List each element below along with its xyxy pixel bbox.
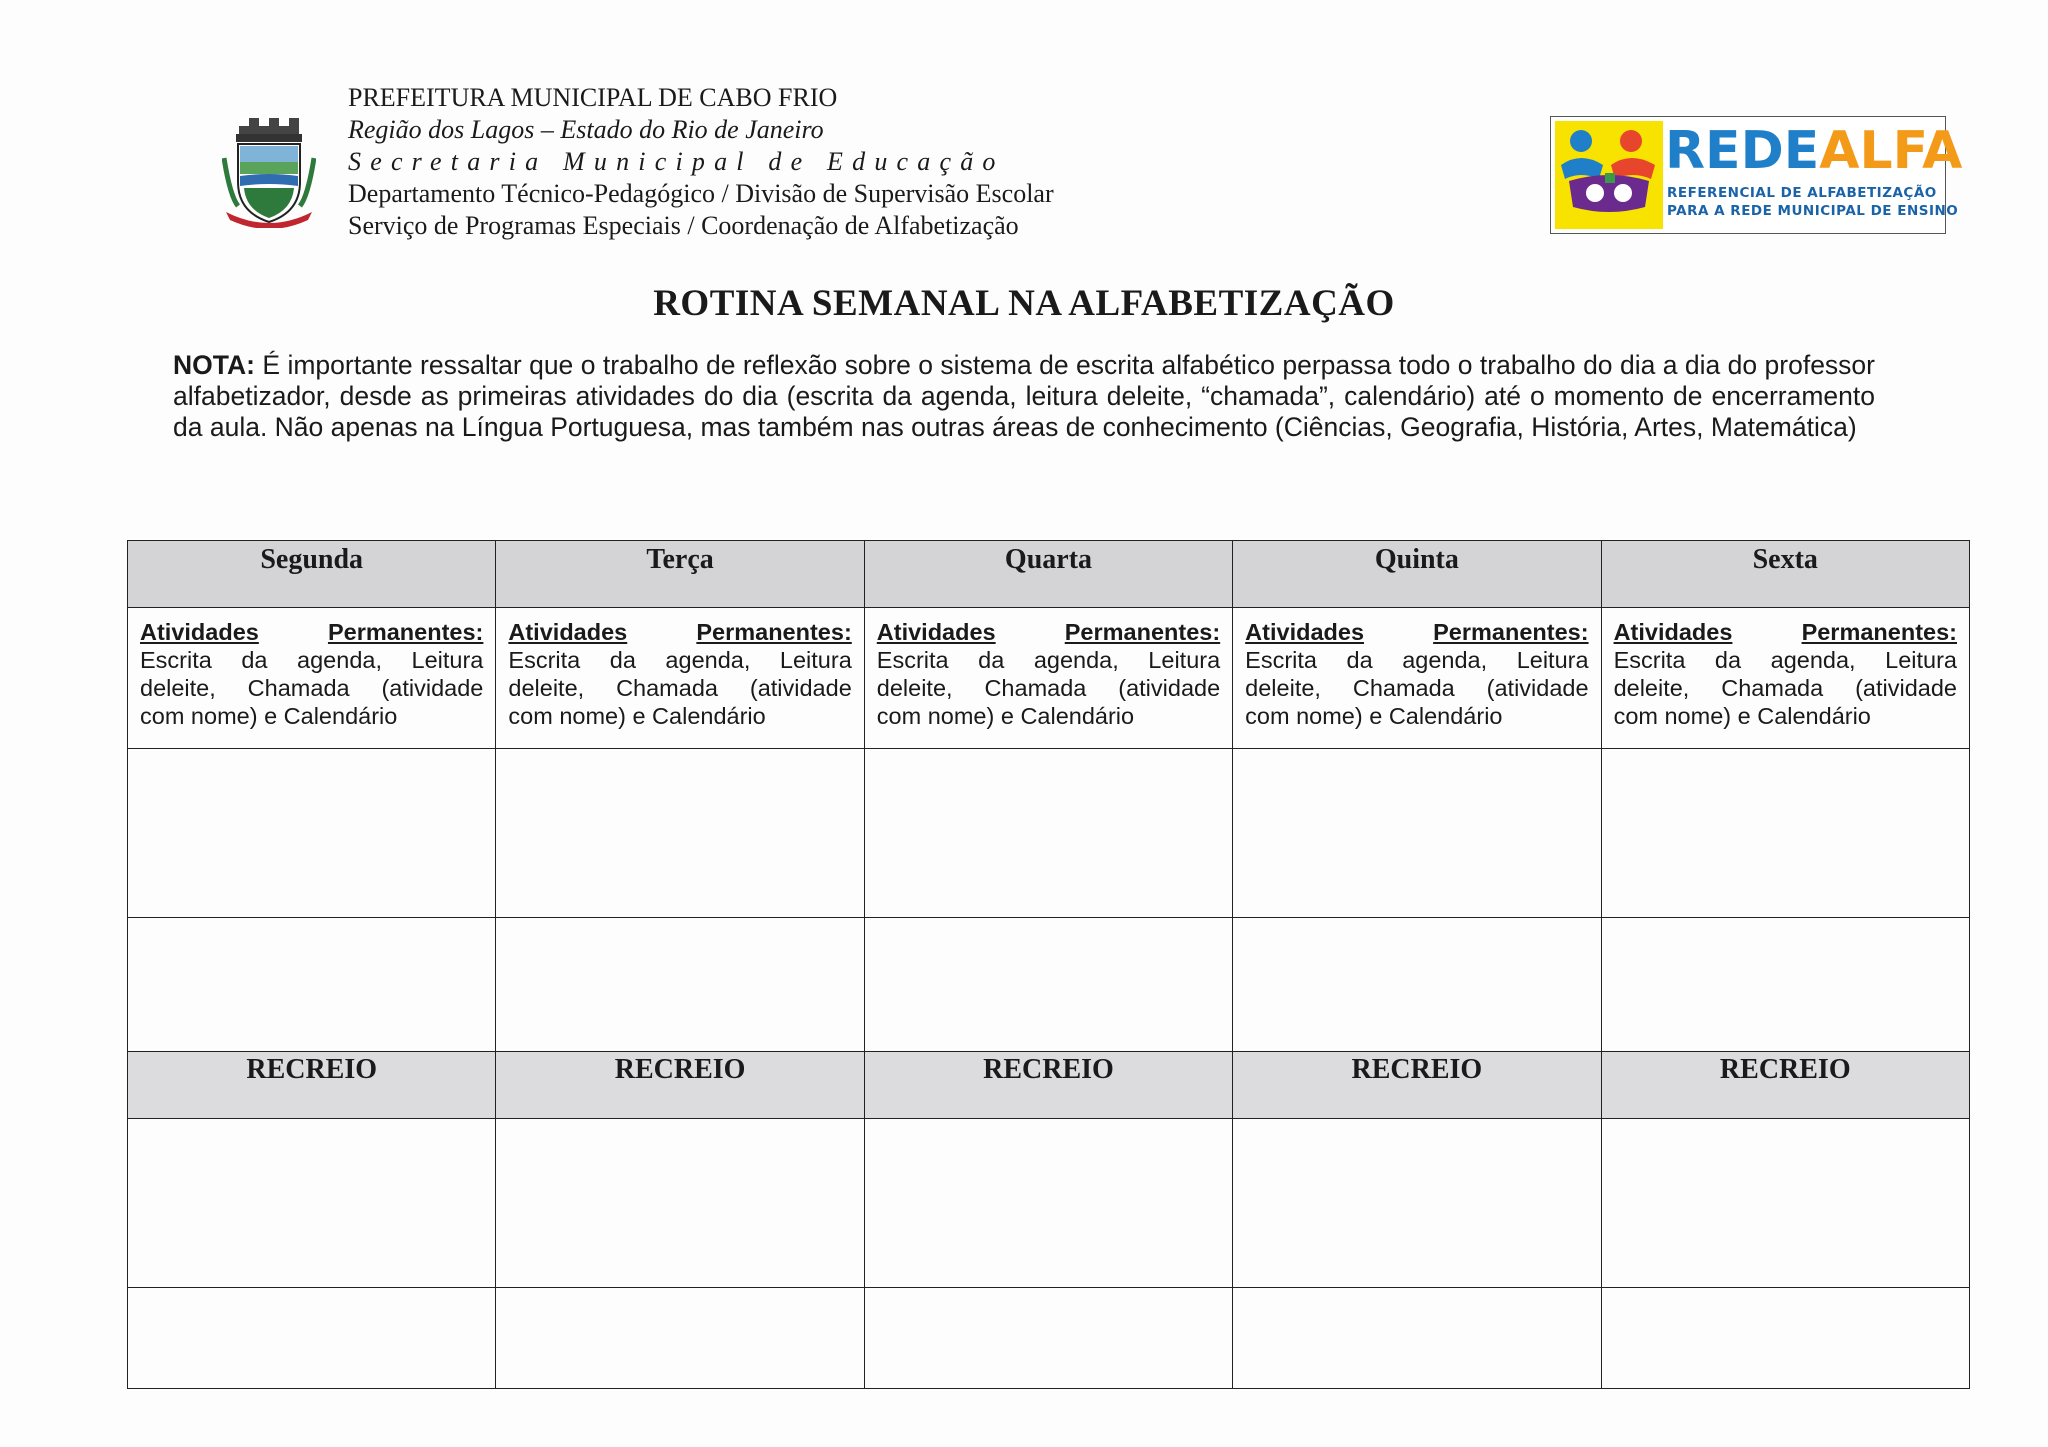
blank-cell (1233, 1288, 1601, 1389)
header-line-servico: Serviço de Programas Especiais / Coordenação de Alfabetização (348, 211, 1019, 240)
table-header-row (128, 541, 1970, 608)
document-title: ROTINA SEMANAL NA ALFABETIZAÇÃO (653, 283, 1395, 324)
institution-header (348, 82, 1054, 242)
blank-row (128, 918, 1970, 1052)
recreio-cell: RECREIO (1233, 1052, 1601, 1119)
permanent-activities-row (128, 608, 1970, 749)
recreio-row (128, 1052, 1970, 1119)
blank-cell (1233, 918, 1601, 1052)
blank-cell (128, 918, 496, 1052)
permanent-activities-cell: Atividades Permanentes: Escrita da agenda, Leitura deleite, Chamada (atividade com nome) e Calendário (1601, 608, 1969, 749)
blank-cell (1233, 1119, 1601, 1288)
day-header-quarta: Quarta (864, 541, 1232, 608)
day-header-sexta: Sexta (1601, 541, 1969, 608)
blank-cell (496, 749, 864, 918)
blank-row (128, 749, 1970, 918)
day-header-quinta: Quinta (1233, 541, 1601, 608)
blank-row (128, 1119, 1970, 1288)
header-line-secretaria: Secretaria Municipal de Educação (348, 147, 1005, 176)
blank-cell (496, 1119, 864, 1288)
blank-cell (1601, 918, 1969, 1052)
blank-cell (864, 918, 1232, 1052)
blank-cell (496, 918, 864, 1052)
permanent-activities-text: Escrita da agenda, Leitura deleite, Chamada (atividade com nome) e Calendário (1613, 647, 1957, 729)
permanent-activities-text: Escrita da agenda, Leitura deleite, Chamada (atividade com nome) e Calendário (140, 647, 484, 729)
permanent-activities-text: Escrita da agenda, Leitura deleite, Chamada (atividade com nome) e Calendário (508, 647, 852, 729)
note-text: É importante ressaltar que o trabalho de reflexão sobre o sistema de escrita alfabético perpassa todo o trabalho do dia a dia do professor alfabetizador, desde as primeiras atividades do dia (escrita da agenda, leitura deleite, “chamada”, calendário) até o momento de encerramento da aula. Não apenas na Língua Portuguesa, mas também nas outras áreas de conhecimento (Ciências, Geografia, História, Artes, Matemática) (173, 350, 1875, 442)
blank-cell (128, 749, 496, 918)
header-line-regiao: Região dos Lagos – Estado do Rio de Janeiro (348, 115, 824, 144)
permanent-activities-cell: Atividades Permanentes: Escrita da agenda, Leitura deleite, Chamada (atividade com nome) e Calendário (128, 608, 496, 749)
blank-cell (128, 1288, 496, 1389)
note-label: NOTA: (173, 350, 255, 380)
weekly-routine-table (127, 540, 1970, 1389)
recreio-cell: RECREIO (496, 1052, 864, 1119)
blank-cell (1601, 1288, 1969, 1389)
day-header-segunda: Segunda (128, 541, 496, 608)
blank-cell (1601, 1119, 1969, 1288)
blank-cell (1233, 749, 1601, 918)
blank-cell (864, 1119, 1232, 1288)
note-paragraph (173, 350, 1875, 443)
recreio-cell: RECREIO (128, 1052, 496, 1119)
day-header-terca: Terça (496, 541, 864, 608)
permanent-activities-cell: Atividades Permanentes: Escrita da agenda, Leitura deleite, Chamada (atividade com nome) e Calendário (1233, 608, 1601, 749)
redealfa-wordmark: REDEALFA (1665, 121, 1963, 181)
redealfa-subtitle-1: REFERENCIAL DE ALFABETIZAÇÃO (1667, 185, 1937, 201)
blank-cell (496, 1288, 864, 1389)
blank-cell (864, 749, 1232, 918)
municipal-crest-logo (222, 116, 316, 228)
blank-cell (1601, 749, 1969, 918)
blank-cell (864, 1288, 1232, 1389)
permanent-activities-text: Escrita da agenda, Leitura deleite, Chamada (atividade com nome) e Calendário (1245, 647, 1589, 729)
redealfa-logo (1550, 116, 1963, 234)
blank-row (128, 1288, 1970, 1389)
permanent-activities-cell: Atividades Permanentes: Escrita da agenda, Leitura deleite, Chamada (atividade com nome) e Calendário (496, 608, 864, 749)
header-line-departamento: Departamento Técnico-Pedagógico / Divisão de Supervisão Escolar (348, 179, 1054, 208)
permanent-activities-cell: Atividades Permanentes: Escrita da agenda, Leitura deleite, Chamada (atividade com nome) e Calendário (864, 608, 1232, 749)
recreio-cell: RECREIO (864, 1052, 1232, 1119)
blank-cell (128, 1119, 496, 1288)
permanent-activities-text: Escrita da agenda, Leitura deleite, Chamada (atividade com nome) e Calendário (876, 647, 1221, 729)
redealfa-subtitle-2: PARA A REDE MUNICIPAL DE ENSINO (1667, 203, 1959, 219)
recreio-cell: RECREIO (1601, 1052, 1969, 1119)
redealfa-illustration (1555, 121, 1663, 229)
header-line-prefeitura: PREFEITURA MUNICIPAL DE CABO FRIO (348, 83, 838, 112)
